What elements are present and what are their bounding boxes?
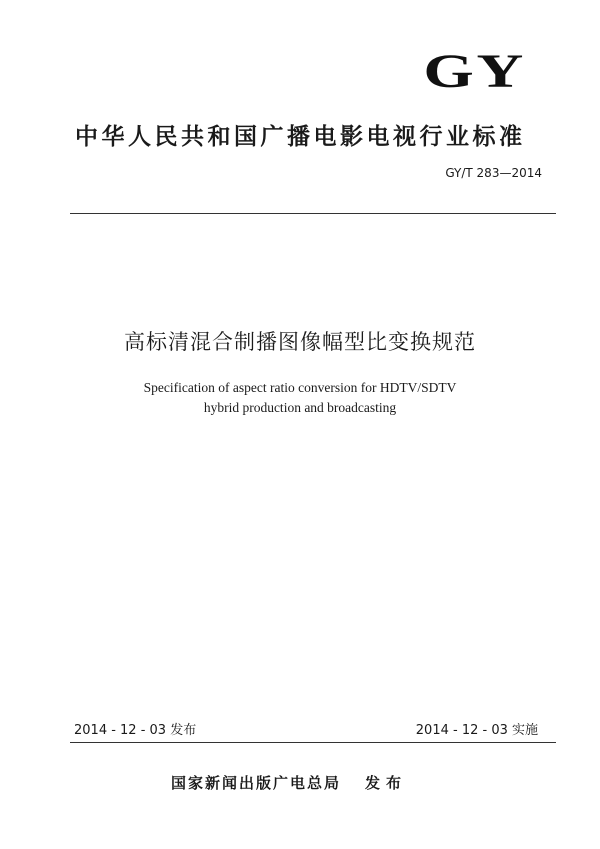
title-english-line-2: hybrid production and broadcasting <box>203 400 397 415</box>
publisher-line <box>171 772 407 793</box>
issue-date: 2014 - 12 - 03 发布 <box>74 723 197 738</box>
standard-number: GY/T 283—2014 <box>445 166 542 180</box>
document-title-english <box>0 378 600 418</box>
title-english-line-1: Specification of aspect ratio conversion for HDTV/SDTV <box>143 380 457 395</box>
top-divider <box>70 213 556 214</box>
standard-category-heading: 中华人民共和国广播电影电视行业标准 <box>75 124 526 150</box>
implementation-date: 2014 - 12 - 03 实施 <box>415 723 538 738</box>
publisher-name: 国家新闻出版广电总局 <box>171 774 342 792</box>
publisher-action: 发布 <box>365 774 408 792</box>
bottom-divider <box>70 742 556 743</box>
document-title-chinese: 高标清混合制播图像幅型比变换规范 <box>124 330 476 354</box>
gy-logo: GY <box>423 45 526 98</box>
